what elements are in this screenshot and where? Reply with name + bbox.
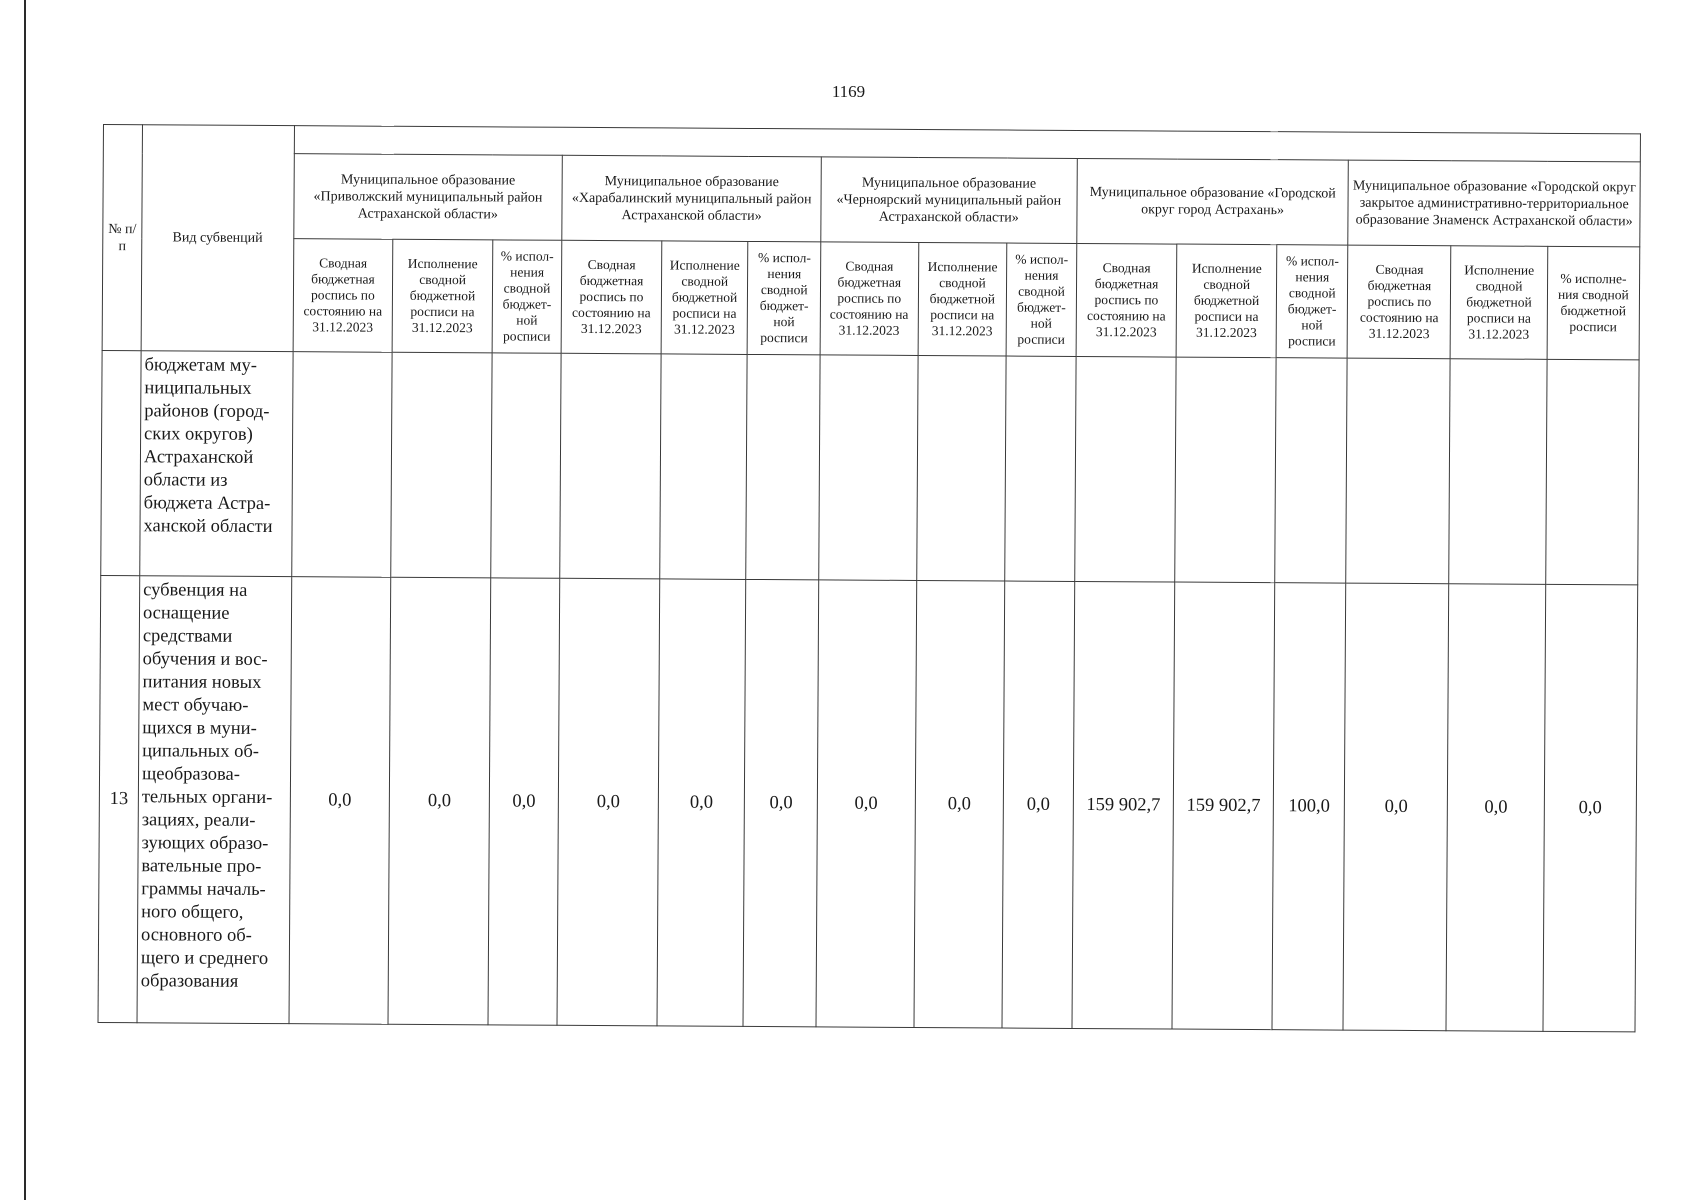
empty-cell [1175, 357, 1276, 583]
value-cell: 0,0 [557, 578, 659, 1026]
column-header-row [102, 238, 1640, 360]
row-subvention-type: субвенция на оснащение средствами обучения и вос- питания новых мест обучаю- щихся в муни- ципальных об- щеобразова- тельных органи- зациях, реали- зующих образо- вательные про- граммы началь- ного общего, основного об- щего и среднего образования [137, 576, 291, 1024]
col-executed: Исполнение сводной бюджетной росписи на 31.12.2023 [661, 241, 748, 355]
subvention-table [98, 124, 1641, 1032]
col-executed: Исполнение сводной бюджетной росписи на 31.12.2023 [1176, 244, 1276, 358]
municipality-privolzhsky: Муниципальное образование «Приволжский муниципальный район Астраханской области» [293, 154, 562, 241]
municipality-astrakhan-city: Муниципальное образование «Городской округ город Астрахань» [1076, 158, 1348, 245]
empty-cell [391, 352, 492, 578]
empty-cell [819, 355, 918, 581]
value-cell: 0,0 [657, 579, 746, 1027]
empty-cell [491, 353, 562, 578]
value-cell: 0,0 [388, 577, 490, 1025]
col-percent: % испол- нения сводной бюджет- ной росписи [1276, 245, 1348, 358]
col-executed: Исполнение сводной бюджетной росписи на 31.12.2023 [392, 239, 492, 353]
empty-cell [291, 352, 392, 578]
value-cell: 0,0 [1446, 584, 1545, 1032]
value-cell: 0,0 [1343, 583, 1449, 1031]
empty-cell [746, 354, 820, 579]
row-number [101, 350, 141, 575]
table-row-continuation [101, 350, 1639, 584]
empty-cell [1074, 356, 1176, 582]
value-cell: 0,0 [743, 579, 818, 1026]
col-executed: Исполнение сводной бюджетной росписи на 31.12.2023 [918, 242, 1008, 356]
scan-edge-line [24, 0, 26, 1200]
col-percent-last: % исполне- ния сводной бюджетной росписи [1547, 246, 1640, 360]
value-cell: 159 902,7 [1172, 582, 1274, 1030]
row-subvention-type: бюджетам му- ниципальных районов (город- ских округов) Астраханской области из бюджета Астра- ханской области [140, 351, 293, 577]
row-number: 13 [98, 575, 140, 1022]
value-cell: 0,0 [1543, 584, 1638, 1032]
value-cell: 0,0 [816, 580, 916, 1028]
municipality-header-row [103, 153, 1640, 247]
value-cell: 0,0 [488, 578, 560, 1025]
header-subvention-type: Вид субвенций [141, 125, 294, 352]
empty-cell [916, 355, 1006, 581]
col-percent: % испол- нения сводной бюджет- ной росписи [748, 241, 821, 354]
col-percent: % испол- нения сводной бюджет- ной росписи [1006, 243, 1076, 356]
value-cell: 0,0 [1002, 581, 1074, 1028]
empty-cell [1275, 358, 1348, 583]
value-cell: 100,0 [1272, 583, 1346, 1030]
empty-cell [1005, 356, 1076, 581]
municipality-kharabalinsky: Муниципальное образование «Харабалинский муниципальный район Астраханской области» [562, 155, 821, 242]
value-cell: 0,0 [289, 577, 391, 1025]
col-planned: Сводная бюджетная роспись по состоянию на 31.12.2023 [561, 240, 661, 354]
header-number: № п/п [102, 125, 142, 351]
empty-cell [560, 353, 661, 579]
municipality-chernoyarsky: Муниципальное образование «Черноярский муниципальный район Астраханской области» [821, 157, 1077, 244]
col-percent: % испол- нения сводной бюджет- ной росписи [492, 240, 562, 353]
empty-cell [1449, 359, 1547, 585]
page-number: 1169 [831, 82, 866, 101]
empty-cell [1545, 359, 1639, 585]
col-planned: Сводная бюджетная роспись по состоянию на 31.12.2023 [1348, 245, 1452, 359]
empty-cell [660, 354, 748, 580]
col-executed: Исполнение сводной бюджетной росписи на 31.12.2023 [1450, 246, 1547, 360]
value-cell: 159 902,7 [1072, 581, 1175, 1029]
municipality-znamensk: Муниципальное образование «Городской округ закрытое административно-территориальное образование Знаменск Астраханской области» [1348, 160, 1640, 247]
col-planned: Сводная бюджетная роспись по состоянию на 31.12.2023 [820, 242, 918, 356]
table-row-13 [98, 575, 1638, 1031]
col-planned: Сводная бюджетная роспись по состоянию на 31.12.2023 [1076, 243, 1177, 357]
value-cell: 0,0 [914, 580, 1006, 1028]
empty-cell [1346, 358, 1450, 584]
col-planned: Сводная бюджетная роспись по состоянию на 31.12.2023 [293, 239, 393, 353]
